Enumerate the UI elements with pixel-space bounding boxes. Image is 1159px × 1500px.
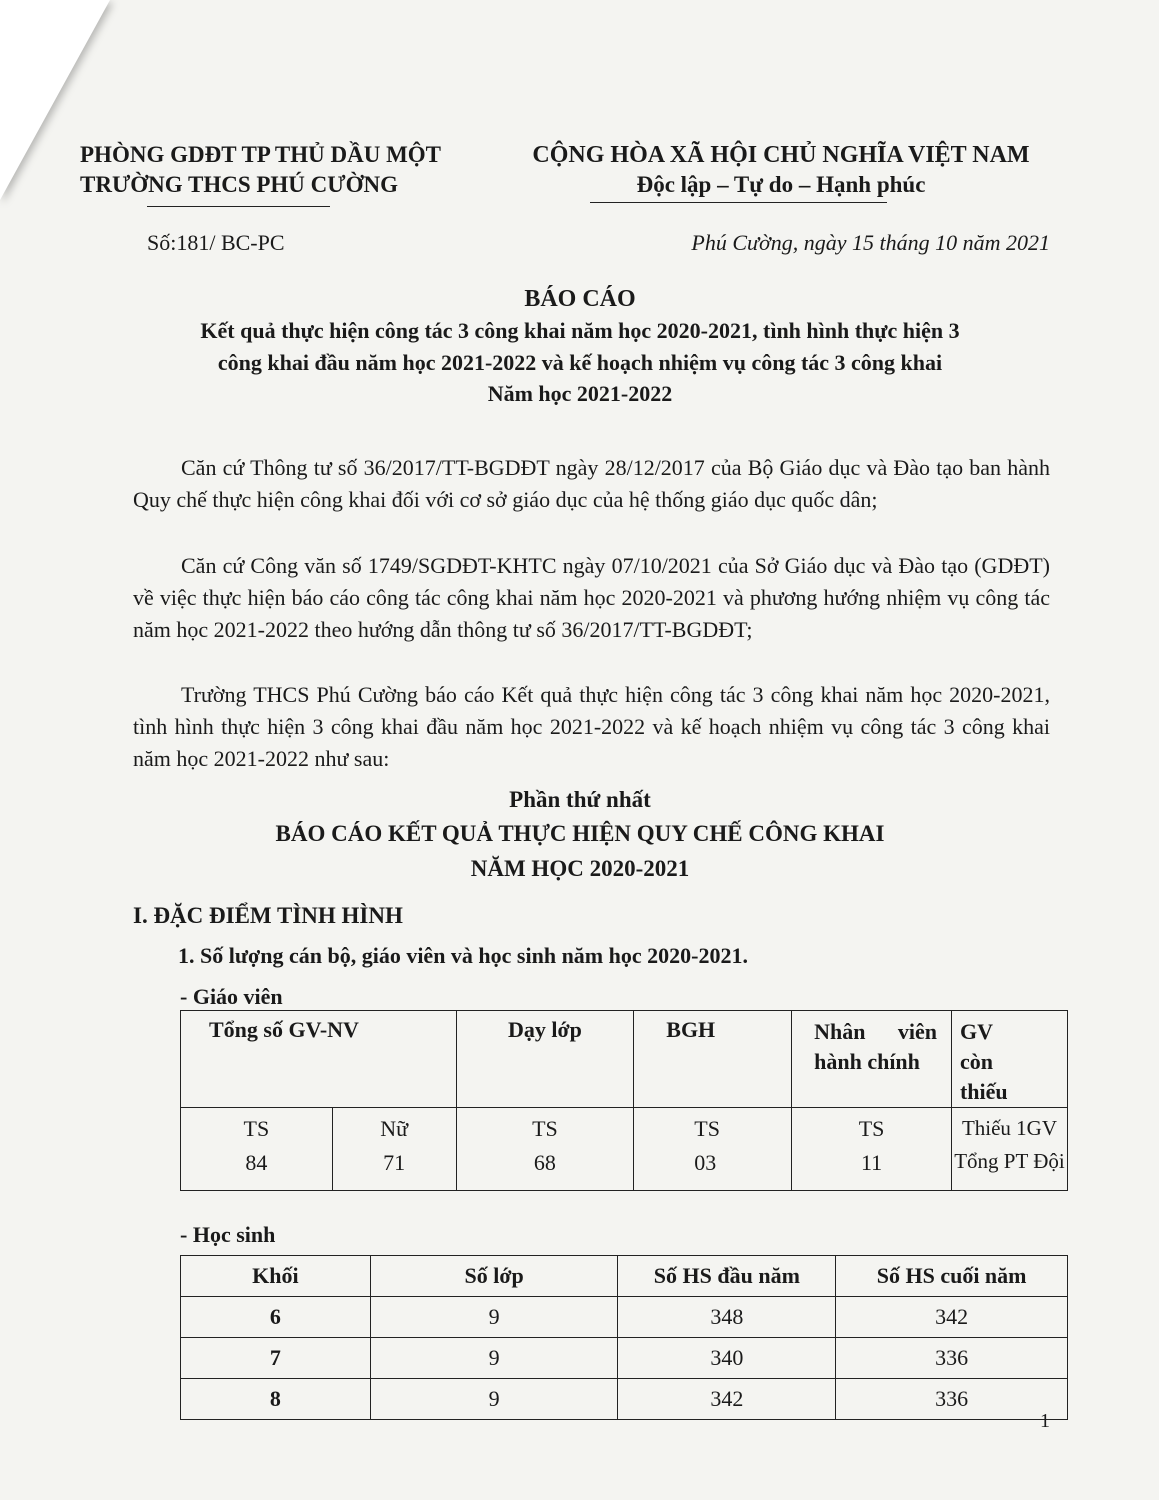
header-right-line2: Độc lập – Tự do – Hạnh phúc [636,172,926,197]
teachers-data-row [181,1108,1068,1191]
report-subtitle-1: Kết quả thực hiện công tác 3 công khai năm học 2020-2021, tình hình thực hiện 3 [200,318,960,343]
teachers-header-bgh: BGH [634,1011,792,1108]
students-header-end: Số HS cuối năm [836,1256,1068,1297]
students-grade: 8 [181,1379,371,1420]
teachers-header-missing: GV còn thiếu [951,1011,1067,1108]
table-row [181,1379,1068,1420]
students-classes: 9 [370,1297,618,1338]
teachers-teaching-label: TS [532,1116,558,1141]
teachers-cell-total [181,1108,333,1191]
teachers-staff-label: TS [858,1116,885,1141]
students-header-grade: Khối [181,1256,371,1297]
teachers-cell-missing [951,1108,1067,1191]
part-title-1: BÁO CÁO KẾT QUẢ THỰC HIỆN QUY CHẾ CÔNG KHAI [275,821,885,846]
students-end: 342 [836,1297,1068,1338]
teachers-bgh-value: 03 [694,1150,717,1175]
teachers-missing-line1: Thiếu 1GV [961,1116,1058,1140]
teachers-cell-female [332,1108,456,1191]
page-number: 1 [1040,1410,1050,1432]
header-right-underline [590,202,887,203]
teachers-staff-value: 11 [860,1150,883,1175]
students-label: - Học sinh [180,1222,276,1247]
header-left-underline [147,206,330,207]
section-heading: I. ĐẶC ĐIỂM TÌNH HÌNH [133,903,403,928]
header-left-line2: TRƯỜNG THCS PHÚ CƯỜNG [80,172,398,197]
teachers-missing-line2: Tổng PT Đội [954,1149,1065,1173]
teachers-header-teaching: Dạy lớp [456,1011,634,1108]
table-row [181,1338,1068,1379]
students-header-classes: Số lớp [370,1256,618,1297]
paragraph-3: Trường THCS Phú Cường báo cáo Kết quả thực hiện công tác 3 công khai năm học 2020-2021, tình hình thực hiện 3 công khai đầu năm học 2021-2022 và kế hoạch nhiệm vụ công tác 3 công khai năm học 2021-2022 như sau: [133,682,1050,771]
teachers-cell-bgh [634,1108,792,1191]
students-grade: 7 [181,1338,371,1379]
teachers-total-value: 84 [245,1150,268,1175]
table-row [181,1297,1068,1338]
part-label: Phần thứ nhất [509,787,651,812]
teachers-total-label: TS [243,1116,270,1141]
teachers-bgh-label: TS [694,1116,720,1141]
teachers-header-staff: Nhân viên hành chính [792,1011,952,1108]
teachers-header-total: Tổng số GV-NV [181,1011,457,1108]
students-start: 340 [618,1338,836,1379]
section-subheading: 1. Số lượng cán bộ, giáo viên và học sinh năm học 2020-2021. [178,943,748,968]
students-header-row [181,1256,1068,1297]
header-left-line1: PHÒNG GDĐT TP THỦ DẦU MỘT [80,142,442,167]
teachers-table [180,1010,1068,1191]
students-grade: 6 [181,1297,371,1338]
teachers-teaching-value: 68 [533,1150,556,1175]
teachers-cell-staff [792,1108,952,1191]
students-classes: 9 [370,1338,618,1379]
students-end: 336 [836,1338,1068,1379]
students-table [180,1255,1068,1420]
students-classes: 9 [370,1379,618,1420]
report-subtitle-2: công khai đầu năm học 2021-2022 và kế hoạch nhiệm vụ công tác 3 công khai [217,350,943,375]
students-start: 342 [618,1379,836,1420]
students-header-start: Số HS đầu năm [618,1256,836,1297]
part-title-2: NĂM HỌC 2020-2021 [470,856,690,881]
teachers-female-label: Nữ [380,1116,409,1141]
report-subtitle-3: Năm học 2021-2022 [487,381,673,406]
students-start: 348 [618,1297,836,1338]
teachers-cell-teaching [456,1108,634,1191]
teachers-label: - Giáo viên [180,984,283,1009]
place-date: Phú Cường, ngày 15 tháng 10 năm 2021 [691,230,1050,255]
doc-number: Số:181/ BC-PC [147,230,285,255]
report-title: BÁO CÁO [524,286,636,312]
paragraph-2: Căn cứ Công văn số 1749/SGDĐT-KHTC ngày 07/10/2021 của Sở Giáo dục và Đào tạo (GDĐT) về việc thực hiện báo cáo công tác công khai năm học 2020-2021 và phương hướng nhiệm vụ công tác năm học 2021-2022 theo hướng dẫn thông tư số 36/2017/TT-BGDĐT; [133,553,1050,642]
header-right-line1: CỘNG HÒA XÃ HỘI CHỦ NGHĨA VIỆT NAM [532,142,1030,168]
paragraph-1: Căn cứ Thông tư số 36/2017/TT-BGDĐT ngày 28/12/2017 của Bộ Giáo dục và Đào tạo ban hành Quy chế thực hiện công khai đối với cơ sở giáo dục của hệ thống giáo dục quốc dân; [133,455,1050,512]
teachers-header-row [181,1011,1068,1108]
teachers-female-value: 71 [383,1150,406,1175]
students-end: 336 [836,1379,1068,1420]
